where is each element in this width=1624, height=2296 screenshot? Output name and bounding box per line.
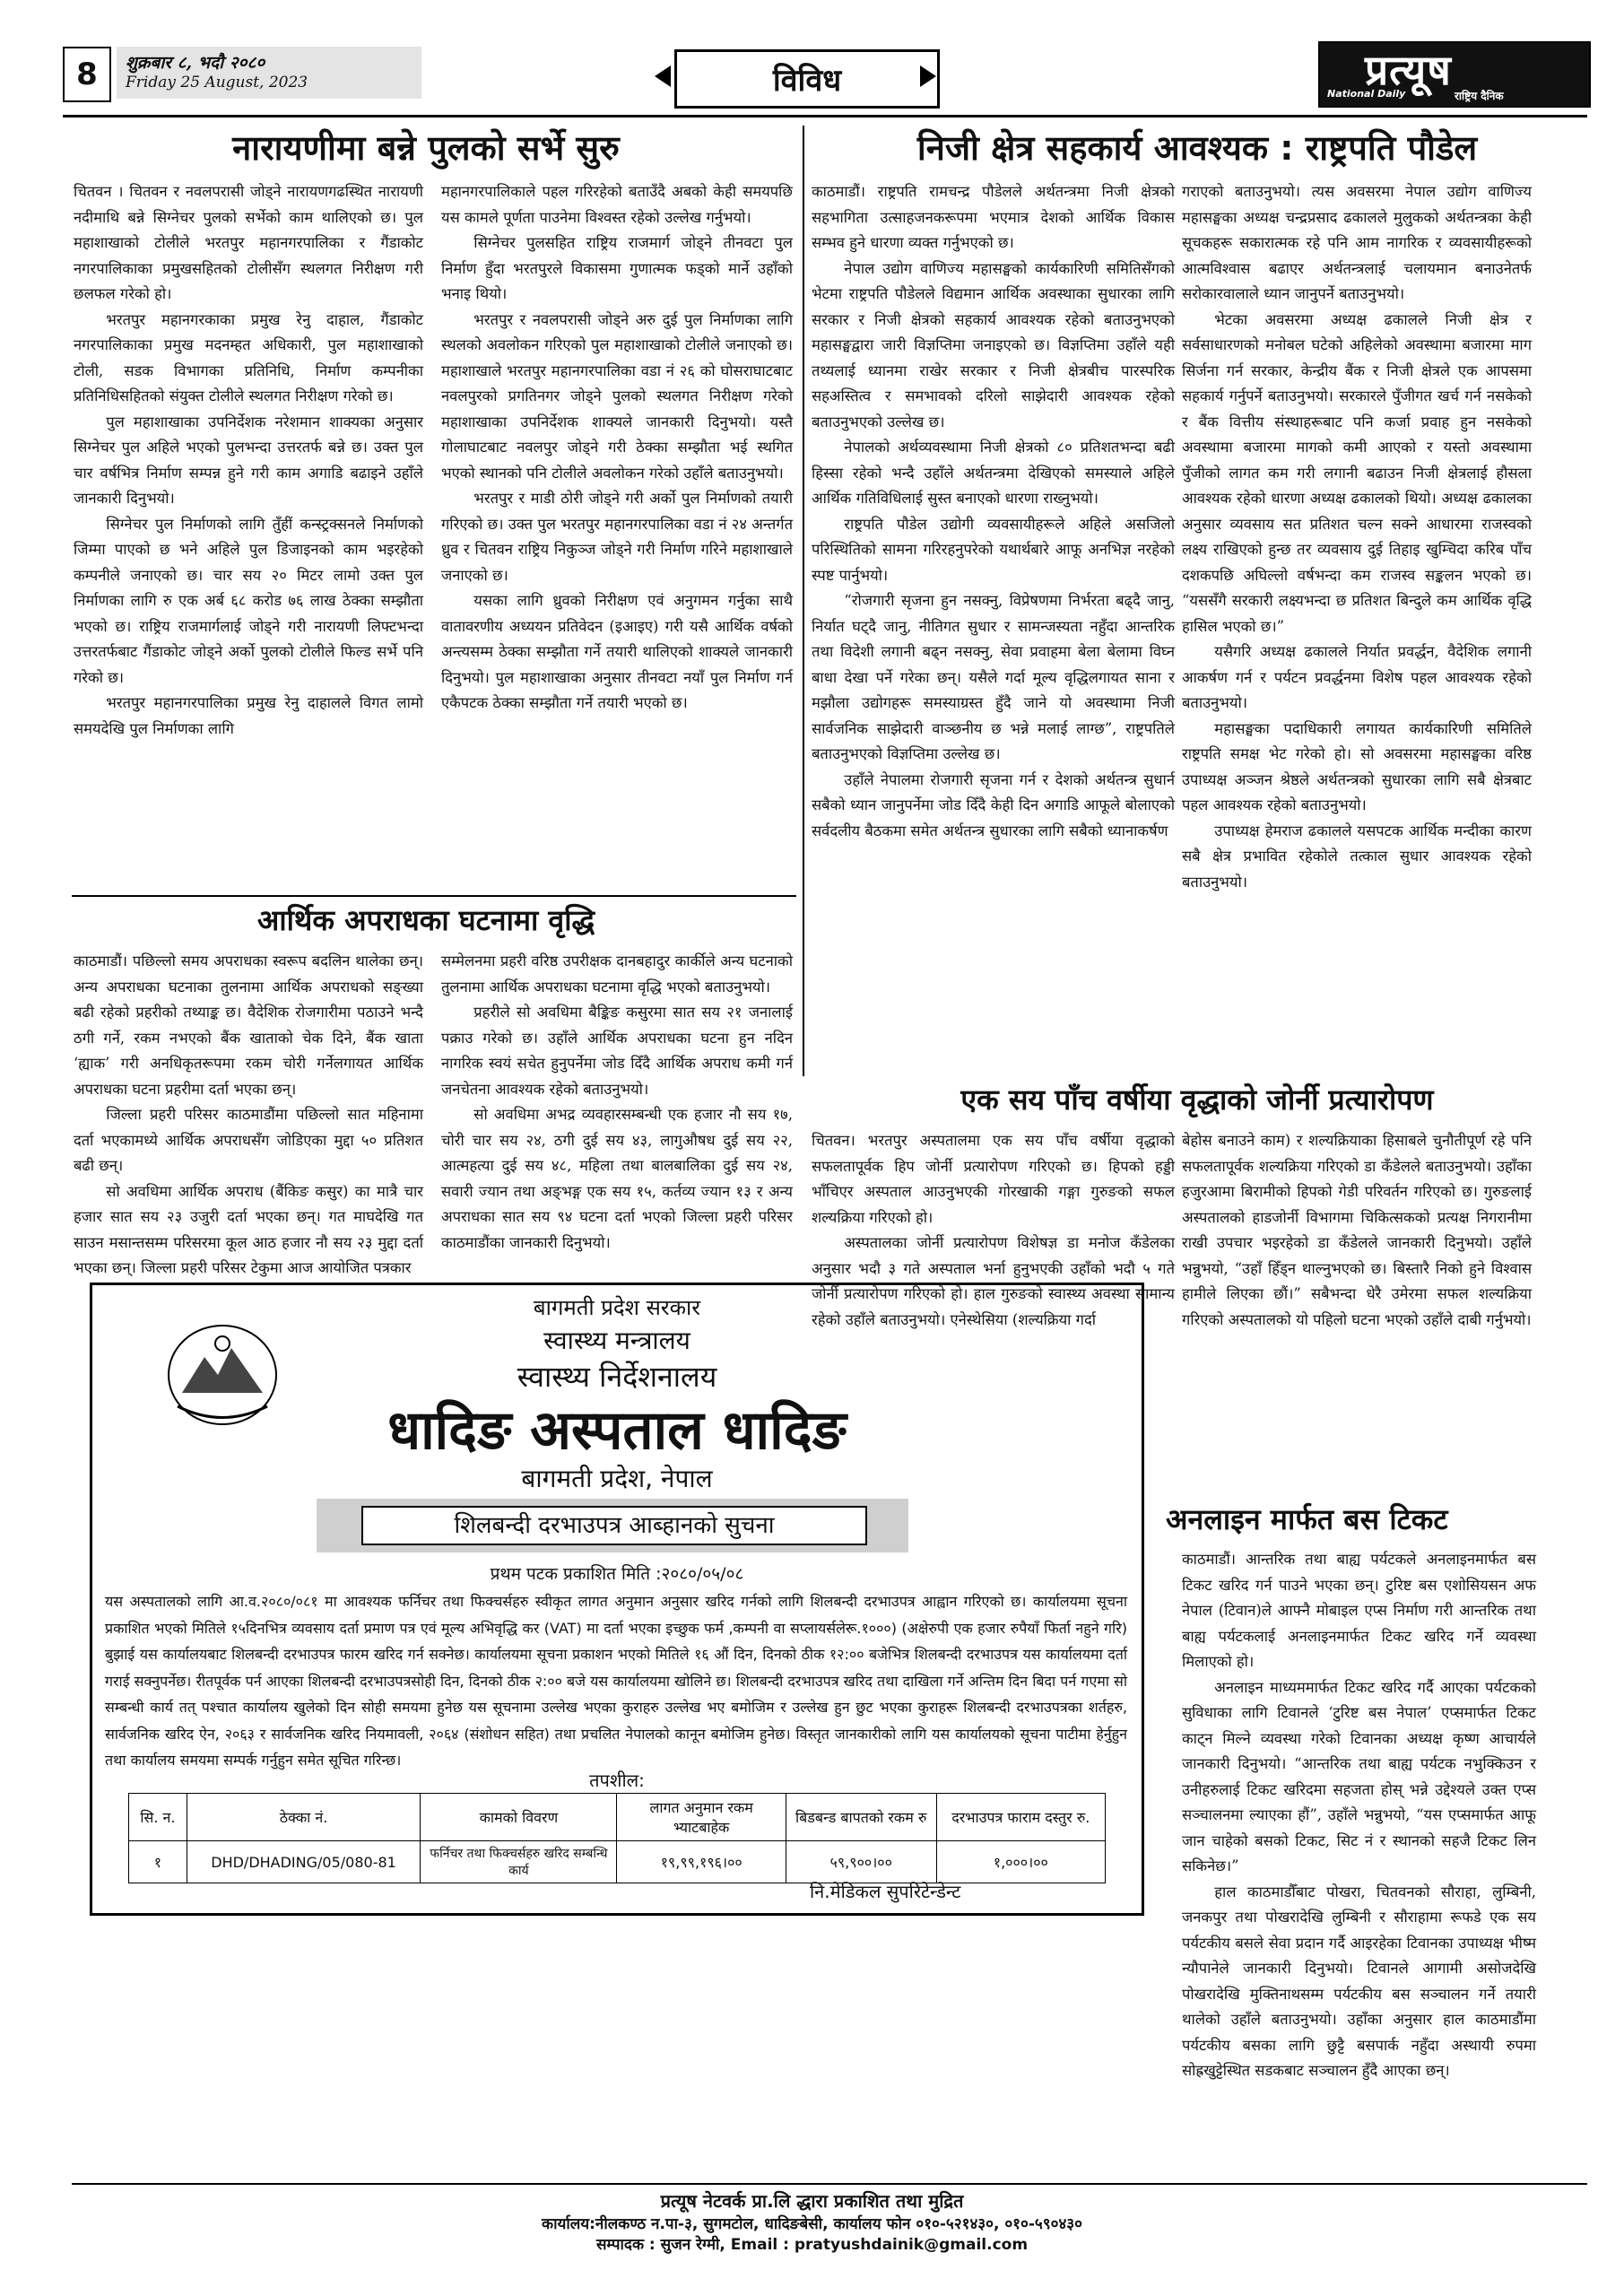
date-block <box>117 47 421 99</box>
article3-col1-p2: नेपाल उद्योग वाणिज्य महासङ्घको कार्यकारिणी समितिसँगको भेटमा राष्ट्रपति पौडेलले विद्यमान आर्थिक अवस्थाका सुधारका लागि सरकार र निजी क्षेत्रको सहकार्य आवश्यक रहेको बताउनुभएको महासङ्घद्वारा जारी विज्ञप्तिमा जनाइएको छ। विज्ञप्तिमा उहाँले यही तथ्यलाई ध्यानमा राखेर सरकार र निजी क्षेत्रबीच पारस्परिक सहअस्तित्व र समभावको दरिलो साझेदारी आवश्यक रहेको बताउनुभएको उल्लेख छ। <box>812 259 1175 430</box>
article3-col1-p1: काठमाडौं। राष्ट्रपति रामचन्द्र पौडेलले अर्थतन्त्रमा निजी क्षेत्रको सहभागिता उत्साहजनकरूपमा भएमात्र देशको आर्थिक विकास सम्भव हुने धारणा व्यक्त गर्नुभएको छ। <box>812 183 1175 251</box>
article4-col2-p1: बेहोस बनाउने काम) र शल्यक्रियाका हिसाबले चुनौतीपूर्ण रहे पनि सफलतापूर्वक शल्यक्रिया गरिएको डा कँडेलले बताउनुभयो। उहाँका हजुरआमा बिरामीको हिपको गेडी परिवर्तन गरिएको छ। गुरुङलाई अस्पतालको हाडजोर्नी विभागमा चिकित्सकको प्रत्यक्ष निगरानीमा राखी उपचार भइरहेको डा कँडेलले जानकारी दिनुभयो। उहाँले भन्नुभयो, “उहाँ हिँड्न थाल्नुभएको छ। बिस्तारै निको हुने विश्वास हामीले लिएका छौं।” सबैभन्दा धेरै उमेरमा सफल शल्यक्रिया गरिएको अस्पतालको यो पहिलो घटना भएको उहाँले दाबी गर्नुभयो। <box>1182 1132 1532 1328</box>
article1-col1-p3: पुल महाशाखाका उपनिर्देशक नरेशमान शाक्यका अनुसार सिग्नेचर पुल अहिले भएको पुलभन्दा उत्तरतर्फ बन्ने छ। उक्त पुल चार वर्षभित्र निर्माण सम्पन्न हुने गरी काम अगाडि बढाइने उहाँले जानकारी दिनुभयो। <box>74 413 423 507</box>
arrow-left-icon <box>655 65 671 87</box>
article1-col1-p1: चितवन । चितवन र नवलपरासी जोड्ने नारायणगढस्थित नारायणी नदीमाथि बन्ने सिग्नेचर पुलको सर्भेको काम थालिएको छ। पुल महाशाखाको टोलीले भरतपुर महानगरपालिका र गैंडाकोट नगरपालिकाका प्रमुखसहितको टोलीसँग स्थलगत निरीक्षण गरी छलफल गरेको हो। <box>74 183 423 302</box>
article2-col1-p2: जिल्ला प्रहरी परिसर काठमाडौंमा पछिल्लो सात महिनामा दर्ता भएकामध्ये आर्थिक अपराधसँग जोडिएका मुद्दा ५० प्रतिशत बढी छन्। <box>74 1106 423 1174</box>
article3-col1-p5: “रोजगारी सृजना हुन नसक्नु, विप्रेषणमा निर्भरता बढ्दै जानु, निर्यात घट्दै जानु, नीतिगत सुधार र सामन्जस्यता नहुँदा आन्तरिक तथा विदेशी लगानी बढ्न नसक्नु, सेवा प्रवाहमा बेला बेलामा विघ्न बाधा देखा पर्ने गरेका छन्। यसैले गर्दा मूल्य वृद्धिलगायत साना र मझौला उद्योगहरू समस्याग्रस्त हुँदै जाने यो अवस्थामा निजी सार्वजनिक साझेदारी वाञ्छनीय छ भन्ने मलाई लाग्छ”, राष्ट्रपतिले बताउनुभएको विज्ञप्तिमा उल्लेख छ। <box>812 592 1175 762</box>
article3-col1-p3: नेपालको अर्थव्यवस्थामा निजी क्षेत्रको ८० प्रतिशतभन्दा बढी हिस्सा रहेको भन्दै उहाँले अर्थतन्त्रमा देखिएको समस्याले अहिले आर्थिक गतिविधिलाई सुस्त बनाएको धारणा राख्नुभयो। <box>812 439 1175 507</box>
notice-body: यस अस्पतालको लागि आ.व.२०८०/०८१ मा आवश्यक फर्निचर तथा फिक्चर्सहरु स्वीकृत लागत अनुमान अनुसार खरिद गर्नको लागि शिलबन्दी दरभाउपत्र आह्वान गरिएको छ। कार्यालयमा सूचना प्रकाशित भएको मितिले १५दिनभित्र व्यवसाय दर्ता प्रमाण पत्र एवं मूल्य अभिवृद्धि कर (VAT) मा दर्ता भएका इच्छुक फर्म ,कम्पनी वा सप्लायर्सलेरू.१०००) (अक्षेरुपी एक हजार रुपैयाँ फिर्ता नहुने गरि) बुझाई यस कार्यालयबाट शिलबन्दी दरभाउपत्र फारम खरिद गर्न सक्नेछ। कार्यालयमा सूचना प्रकाशन भएको मितिले १६ औं दिन, दिनको ठीक १२:०० बजेभित्र शिलबन्दी दरभाउपत्र यस कार्यालयमा दर्ता गराई सक्नुपर्नेछ। रीतपूर्वक पर्न आएका शिलबन्दी दरभाउपत्रसोही दिन, दिनको ठीक २:०० बजे यस कार्यालयमा खोलिने छ। शिलबन्दी दरभाउपत्र खरिद तथा दाखिला गर्ने अन्तिम दिन बिदा पर्न गएमा सो सम्बन्धी कार्य तत् पश्चात कार्यालय खुलेको दिन सोही समयमा हुनेछ यस सूचनामा उल्लेख भएका कुराहरु उल्लेख भए बमोजिम र उल्लेख हुन छुट भएका कुराहरू शिलबन्दी दरभाउपत्रका शर्तहरु, सार्वजनिक खरिद ऐन, २०६३ र सार्वजनिक खरिद नियमावली, २०६४ (संशोधन सहित) तथा प्रचलित नेपालको कानून बमोजिम हुनेछ। विस्तृत जानकारीको लागि यस कार्यालयको सूचना पाटीमा हेर्नुहुन तथा कार्यालय समयमा सम्पर्क गर्नुहुन समेत सूचित गरिन्छ। <box>105 1593 1127 1769</box>
article1-col1 <box>74 179 423 742</box>
article4-col1-p1: चितवन। भरतपुर अस्पतालमा एक सय पाँच वर्षीया वृद्धाको सफलतापूर्वक हिप जोर्नी प्रत्यारोपण गरिएको छ। हिपको हड्डी भाँचिएर अस्पताल आउनुभएकी गोरखाकी गङ्गा गुरुङको सफल शल्यक्रिया गरिएको हो। <box>812 1132 1175 1226</box>
article4-col2 <box>1182 1128 1532 1333</box>
article1-rule <box>72 895 796 897</box>
article1-col2-p3: भरतपुर र नवलपरासी जोड्ने अरु दुई पुल निर्माणका लागि स्थलको अवलोकन गरिएको पुल महाशाखाको टोलीले जनाएको छ। महाशाखाले भरतपुर महानगरपालिका वडा नं २६ को घोसराघाटबाट नवलपुरको प्रगतिनगर जोड्ने पुलको स्थलगत निरीक्षण गरेको महाशाखाका उपनिर्देशक शाक्यले जानकारी दिनुभयो। यस्तै गोलाघाटबाट नवलपुर जोड्ने गरी ठेक्का सम्झौता भई स्थगित भएको स्थानको पनि टोलीले अवलोकन गरेको उहाँले बताउनुभयो। <box>441 310 793 482</box>
notice-details-label: तपशील: <box>589 1770 645 1791</box>
notice-line2: स्वास्थ्य मन्त्रालय <box>543 1326 690 1355</box>
article3-headline: निजी क्षेत्र सहकार्य आवश्यक : राष्ट्रपति पौडेल <box>916 128 1478 168</box>
article3-col1-p4: राष्ट्रपति पौडेल उद्योगी व्यवसायीहरूले अहिले असजिलो परिस्थितिको सामना गरिरहनुपरेको यथार्थबारे आफू अनभिज्ञ नरहेको स्पष्ट पार्नुभयो। <box>812 515 1175 584</box>
article5-p1: काठमाडौं। आन्तरिक तथा बाह्य पर्यटकले अनलाइनमार्फत बस टिकट खरिद गर्न पाउने भएका छन्। टुरिष्ट बस एशोसियसन अफ नेपाल (टिवान)ले आफ्नै मोबाइल एप्स निर्माण गरी आन्तरिक तथा बाह्य पर्यटकलाई अनलाइनमार्फत टिकट खरिद गर्ने व्यवस्था मिलाएको हो। <box>1182 1551 1536 1670</box>
article1-col1-p4: सिग्नेचर पुल निर्माणको लागि तुँहीं कन्स्ट्रक्सनले निर्माणको जिम्मा पाएको छ भने अहिले पुल डिजाइनको काम भइरहेको कम्पनीले जनाएको छ। चार सय २० मिटर लामो उक्त पुल निर्माणका लागि रु एक अर्ब ६८ करोड ७६ लाख ठेक्का सम्झौता भएको छ। राष्ट्रिय राजमार्गलाई जोड्ने गरी नारायणी लिफ्टभन्दा उत्तरतर्फबाट गैंडाकोट जोड्ने अर्को पुलको टोलीले फिल्ड सर्भे पनि गरेको छ। <box>74 515 423 686</box>
notice-line1: बागमती प्रदेश सरकार <box>533 1295 701 1320</box>
table-header: कामको विवरण <box>421 1794 617 1841</box>
footer-address: कार्यालय:नीलकण्ठ न.पा-३, सुगमटोल, धादिङबेसी, कार्यालय फोन ०१०-५२१४३०, ०१०-५९०४३० <box>542 2215 1082 2233</box>
masthead-name: प्रत्यूष <box>1365 46 1452 94</box>
table-cell: १९,९९,१९६।०० <box>617 1841 786 1883</box>
article1-col2-p5: यसका लागि ध्रुवको निरीक्षण एवं अनुगमन गर्नुका साथै वातावरणीय अध्ययन प्रतिवेदन (इआइए) गरी यसै आर्थिक वर्षको अन्त्यसम्म ठेक्का सम्झौता गर्ने तयारी थालिएको शाक्यले जानकारी दिनुभयो। पुल महाशाखाका अनुसार तीनवटा नयाँ पुल निर्माण गर्न एकैपटक ठेक्का सम्झौता गर्ने तयारी भएको छ। <box>441 592 793 711</box>
notice-hospital-name: धादिङ अस्पताल धादिङ <box>387 1399 847 1462</box>
header-rule <box>63 115 1587 117</box>
article3-col2 <box>1182 179 1532 895</box>
article3-col2-p5: उपाध्यक्ष हेमराज ढकालले यसपटक आर्थिक मन्दीका कारण सबै क्षेत्र प्रभावित रहेकोले तत्काल सुधार आवश्यक रहेको बताउनुभयो। <box>1182 822 1532 891</box>
article2-headline: आर्थिक अपराधका घटनामा वृद्धि <box>256 903 595 937</box>
article3-col1-p6: उहाँले नेपालमा रोजगारी सृजना गर्न र देशको अर्थतन्त्र सुधार्न सबैको ध्यान जानुपर्नेमा जोड दिँदै केही दिन अगाडि आफूले बोलाएको सर्वदलीय बैठकमा समेत अर्थतन्त्र सुधारका लागि सबैको ध्यानाकर्षण <box>812 770 1175 839</box>
tender-table <box>128 1793 1106 1883</box>
table-header: बिडबन्ड बापतको रकम रु <box>786 1794 936 1841</box>
notice-published-date: प्रथम पटक प्रकाशित मिति :२०८०/०५/०८ <box>490 1564 744 1584</box>
table-cell: फर्निचर तथा फिक्चर्सहरु खरिद सम्बन्धि कार्य <box>421 1841 617 1883</box>
article2-col2-p2: प्रहरीले सो अवधिमा बैङ्किङ कसुरमा सात सय २१ जनालाई पक्राउ गरेको छ। उहाँले आर्थिक अपराधका घटना हुन नदिन नागरिक स्वयं सचेत हुनुपर्नेमा जोड दिँदै आर्थिक अपराध कमी गर्न जनचेतना आवश्यक रहेको बताउनुभयो। <box>441 1004 793 1098</box>
notice-line3: स्वास्थ्य निर्देशनालय <box>517 1360 717 1394</box>
article5-p2: अनलाइन माध्यममार्फत टिकट खरिद गर्दै आएका पर्यटकको सुविधाका लागि टिवानले ‘टुरिष्ट बस नेपाल’ एप्समार्फत टिकट काट्न मिल्ने व्यवस्था गरेको टिवानका अध्यक्ष कृष्ण आचार्यले जानकारी दिनुभयो। “आन्तरिक तथा बाह्य पर्यटक नभुक्किउन र उनीहरुलाई टिकट खरिदमा सहजता होस् भन्ने उद्देश्यले उक्त एप्स सञ्चालनमा ल्याएका हौं”, उहाँले भन्नुभयो, “यस एप्समार्फत आफू जान चाहेको बसको टिकट, सिट नं र स्थानको सहजै टिकट लिन सकिनेछ।” <box>1182 1678 1536 1874</box>
table-row <box>129 1841 1106 1883</box>
article4-headline: एक सय पाँच वर्षीया वृद्धाको जोर्नी प्रत्यारोपण <box>960 1083 1434 1117</box>
notice-title: शिलबन्दी दरभाउपत्र आब्हानको सुचना <box>361 1506 867 1545</box>
article1-col2-p2: सिग्नेचर पुलसहित राष्ट्रिय राजमार्ग जोड्ने तीनवटा पुल निर्माण हुँदा भरतपुरले विकासमा गुणात्मक फड्को मार्ने उहाँको भनाइ थियो। <box>441 234 793 302</box>
table-header: ठेक्का नं. <box>187 1794 420 1841</box>
arrow-right-icon <box>920 65 936 87</box>
table-header: दरभाउपत्र फाराम दस्तुर रु. <box>936 1794 1105 1841</box>
article2-col1 <box>74 949 423 1282</box>
article1-col2-p1: महानगरपालिकाले पहल गरिरहेको बताउँदै अबको केही समयपछि यस कामले पूर्णता पाउनेमा विश्वस्त रहेको उल्लेख गर्नुभयो। <box>441 183 793 226</box>
article2-col2-p3: सो अवधिमा अभद्र व्यवहारसम्बन्धी एक हजार नौ सय १७, चोरी चार सय २४, ठगी दुई सय ४३, लागुऔषध दुई सय २२, आत्महत्या दुई सय ४८, महिला तथा बालबालिका दुई सय २४, सवारी ज्यान तथा अङ्भङ्ग एक सय १५, कर्तव्य ज्यान १३ र अन्य अपराधका सात सय ९४ घटना दर्ता भएको जिल्ला प्रहरी परिसर काठमाडौंका जानकारी दिनुभयो। <box>441 1106 793 1251</box>
table-cell: DHD/DHADING/05/080-81 <box>187 1841 420 1883</box>
article3-col2-p2: भेटका अवसरमा अध्यक्ष ढकालले निजी क्षेत्र र सर्वसाधारणको मनोबल घटेको अहिलेको अवस्थामा बजारमा माग सिर्जना गर्न सरकार, केन्द्रीय बैंक र निजी क्षेत्रले एक आपसमा सहकार्य गर्नुपर्ने बताउनुभयो। सरकारले पुँजीगत खर्च गर्न नसकेको र बैंक वित्तीय संस्थाहरूबाट पनि कर्जा प्रवाह हुन नसकेको अवस्थामा बजारमा मागको कमी आएको र यस्तो अवस्थामा पुँजीको लागत कम गरी लगानी बढाउन निजी क्षेत्रलाई हौसला आवश्यक रहेको धारणा अध्यक्ष ढकालको थियो। अध्यक्ष ढकालका अनुसार व्यवसाय सत प्रतिशत चल्न सक्ने आधारमा राजस्वको लक्ष्य राखिएको हुन्छ तर व्यवसाय दुई तिहाइ खुम्चिदा करिब पाँच दशकपछि अघिल्लो वर्षभन्दा कम राजस्व सङ्कलन भएको छ। “यससँगै सरकारी लक्ष्यभन्दा छ प्रतिशत बिन्दुले कम आर्थिक वृद्धि हासिल भएको छ।” <box>1182 310 1532 635</box>
article1-col1-p5: भरतपुर महानगरपालिका प्रमुख रेनु दाहालले विगत लामो समयदेखि पुल निर्माणका लागि <box>74 694 423 737</box>
table-cell: ५९,९००।०० <box>786 1841 936 1883</box>
tender-notice <box>90 1283 1144 1916</box>
article1-col2 <box>441 179 793 717</box>
article2-col1-p3: सो अवधिमा आर्थिक अपराध (बैंकिङ कसुर) का मात्रै चार हजार सात सय २३ उजुरी दर्ता भएका छन्। गत माघदेखि गत साउन मसान्तसम्म परिसरमा कूल आठ हजार नौ सय २३ मुद्दा दर्ता भएका छन्। जिल्ला प्रहरी परिसर टेकुमा आज आयोजित पत्रकार <box>74 1182 423 1276</box>
article2-col2 <box>441 949 793 1256</box>
article1-headline: नारायणीमा बन्ने पुलको सर्भे सुरु <box>232 128 620 168</box>
footer-publisher: प्रत्यूष नेटवर्क प्रा.लि द्धारा प्रकाशित तथा मुद्रित <box>660 2190 964 2212</box>
footer-editor-email: सम्पादक : सुजन रेग्मी, Email : pratyushdainik@gmail.com <box>595 2236 1029 2254</box>
article5-body <box>1182 1547 1536 2084</box>
table-cell: १,०००।०० <box>936 1841 1105 1883</box>
article2-col2-p1: सम्मेलनमा प्रहरी वरिष्ठ उपरीक्षक दानबहादुर कार्कीले अन्य घटनाको तुलनामा आर्थिक अपराधका घटनामा वृद्धि भएको बताउनुभयो। <box>441 952 793 996</box>
page-number: 8 <box>63 47 111 102</box>
article3-col2-p3: यसैगरि अध्यक्ष ढकालले निर्यात प्रवर्द्धन, वैदेशिक लगानी आकर्षण गर्न र पर्यटन प्रवर्द्धनमा विशेष पहल आवश्यक रहेको बताउनुभयो। <box>1182 643 1532 711</box>
masthead-sub-en: National Daily <box>1327 88 1406 100</box>
article3-col2-p4: महासङ्घका पदाधिकारी लगायत कार्यकारिणी समितिले राष्ट्रपति समक्ष भेट गरेको हो। सो अवसरमा महासङ्घका वरिष्ठ उपाध्यक्ष अञ्जन श्रेष्ठले अर्थतन्त्रको सुधारका लागि सबै क्षेत्रबाट पहल आवश्यक रहेको बताउनुभयो। <box>1182 719 1532 813</box>
article3-col2-p1: गराएको बताउनुभयो। त्यस अवसरमा नेपाल उद्योग वाणिज्य महासङ्घका अध्यक्ष चन्द्रप्रसाद ढकालले मुलुकको अर्थतन्त्रका केही सूचकहरू सकारात्मक रहे पनि आम नागरिक र व्यवसायीहरूको आत्मविश्वास बढाएर अर्थतन्त्रलाई चलायमान बनाउनेतर्फ सरोकारवालाले ध्यान जानुपर्ने बताउनुभयो। <box>1182 183 1532 302</box>
notice-line5: बागमती प्रदेश, नेपाल <box>521 1464 713 1493</box>
article5-p3: हाल काठमाडौँबाट पोखरा, चितवनको सौराहा, लुम्बिनी, जनकपुर तथा पोखरादेखि लुम्बिनी र सौराहामा रूफडे एक सय पर्यटकीय बसले सेवा प्रदान गर्दै आइरहेका टिवानका उपाध्यक्ष भीष्म न्यौपानेले जानकारी दिनुभयो। टिवानले आगामी असोजदेखि पोखरादेखि मुक्तिनाथसम्म पर्यटकीय बस सञ्चालन गर्ने तयारी थालेको उहाँले बताउनुभयो। उहाँका अनुसार हाल काठमाडौंमा पर्यटकीय बसका लागि छुट्टै बसपार्क नहुँदा अस्थायी रुपमा सोह्रखुट्टेस्थित सडकबाट सञ्चालन हुँदै आएका छन्। <box>1182 1883 1536 2079</box>
table-cell: १ <box>129 1841 187 1883</box>
article3-col1 <box>812 179 1175 844</box>
article5-headline: अनलाइन मार्फत बस टिकट <box>1166 1502 1448 1536</box>
table-header-row <box>129 1794 1106 1841</box>
article4-col1-p2: अस्पतालका जोर्नी प्रत्यारोपण विशेषज्ञ डा मनोज कँडेलका अनुसार भदौ ३ गते अस्पताल भर्ना हुनुभएकी उहाँको भदौ ५ गते जोर्नी प्रत्यारोपण गरिएको हो। हाल गुरुङको स्वास्थ्य अवस्था सामान्य रहेको उहाँले बताउनुभयो। एनेस्थेसिया (शल्यक्रिया गर्दा <box>812 1234 1175 1328</box>
footer <box>0 2188 1624 2254</box>
date-nepali: शुक्रबार ८, भदौ २०८० <box>126 53 265 73</box>
section-title: विविध <box>674 49 940 109</box>
notice-signature: नि.मेडिकल सुपरिटेन्डेन्ट <box>810 1881 961 1902</box>
date-english: Friday 25 August, 2023 <box>126 74 308 91</box>
article2-col1-p1: काठमाडौं। पछिल्लो समय अपराधका स्वरूप बदलिन थालेका छन्। अन्य अपराधका घटनाका तुलनामा आर्थिक अपराधको सङ्ख्या बढी रहेको प्रहरीको तथ्याङ्क छ। वैदेशिक रोजगारीमा पठाउने भन्दै ठगी गर्ने, रकम नभएको बैंक खाताको चेक दिने, बैंक खाता ‘ह्याक’ गरी अनधिकृतरूपमा रकम चोरी गर्नेलगायत आर्थिक अपराधका घटना प्रहरीमा दर्ता भएका छन्। <box>74 952 423 1098</box>
masthead-logo <box>1318 41 1591 108</box>
footer-rule <box>72 2183 1587 2185</box>
table-header: सि. न. <box>129 1794 187 1841</box>
article1-col2-p4: भरतपुर र माडी ठोरी जोड्ने गरी अर्को पुल निर्माणको तयारी गरिएको छ। उक्त पुल भरतपुर महानगरपालिका वडा नं २४ अन्तर्गत ध्रुव र चितवन राष्ट्रिय निकुञ्ज जोड्ने गरी निर्माण गरिने महाशाखाले जनाएको छ। <box>441 490 793 584</box>
column-divider <box>803 126 804 1076</box>
article1-col1-p2: भरतपुर महानगरकाका प्रमुख रेनु दाहाल, गैंडाकोट नगरपालिकाका प्रमुख मदनम्हत अधिकारी, पुल महाशाखाको टोली, सडक विभागका प्रतिनिधि, निर्माण कम्पनीका प्रतिनिधिसहितको संयुक्त टोलीले स्थलगत निरीक्षण गरेको छ। <box>74 310 423 404</box>
masthead-sub-np: राष्ट्रिय दैनिक <box>1455 90 1504 102</box>
table-header: लागत अनुमान रकम भ्याटबाहेक <box>617 1794 786 1841</box>
